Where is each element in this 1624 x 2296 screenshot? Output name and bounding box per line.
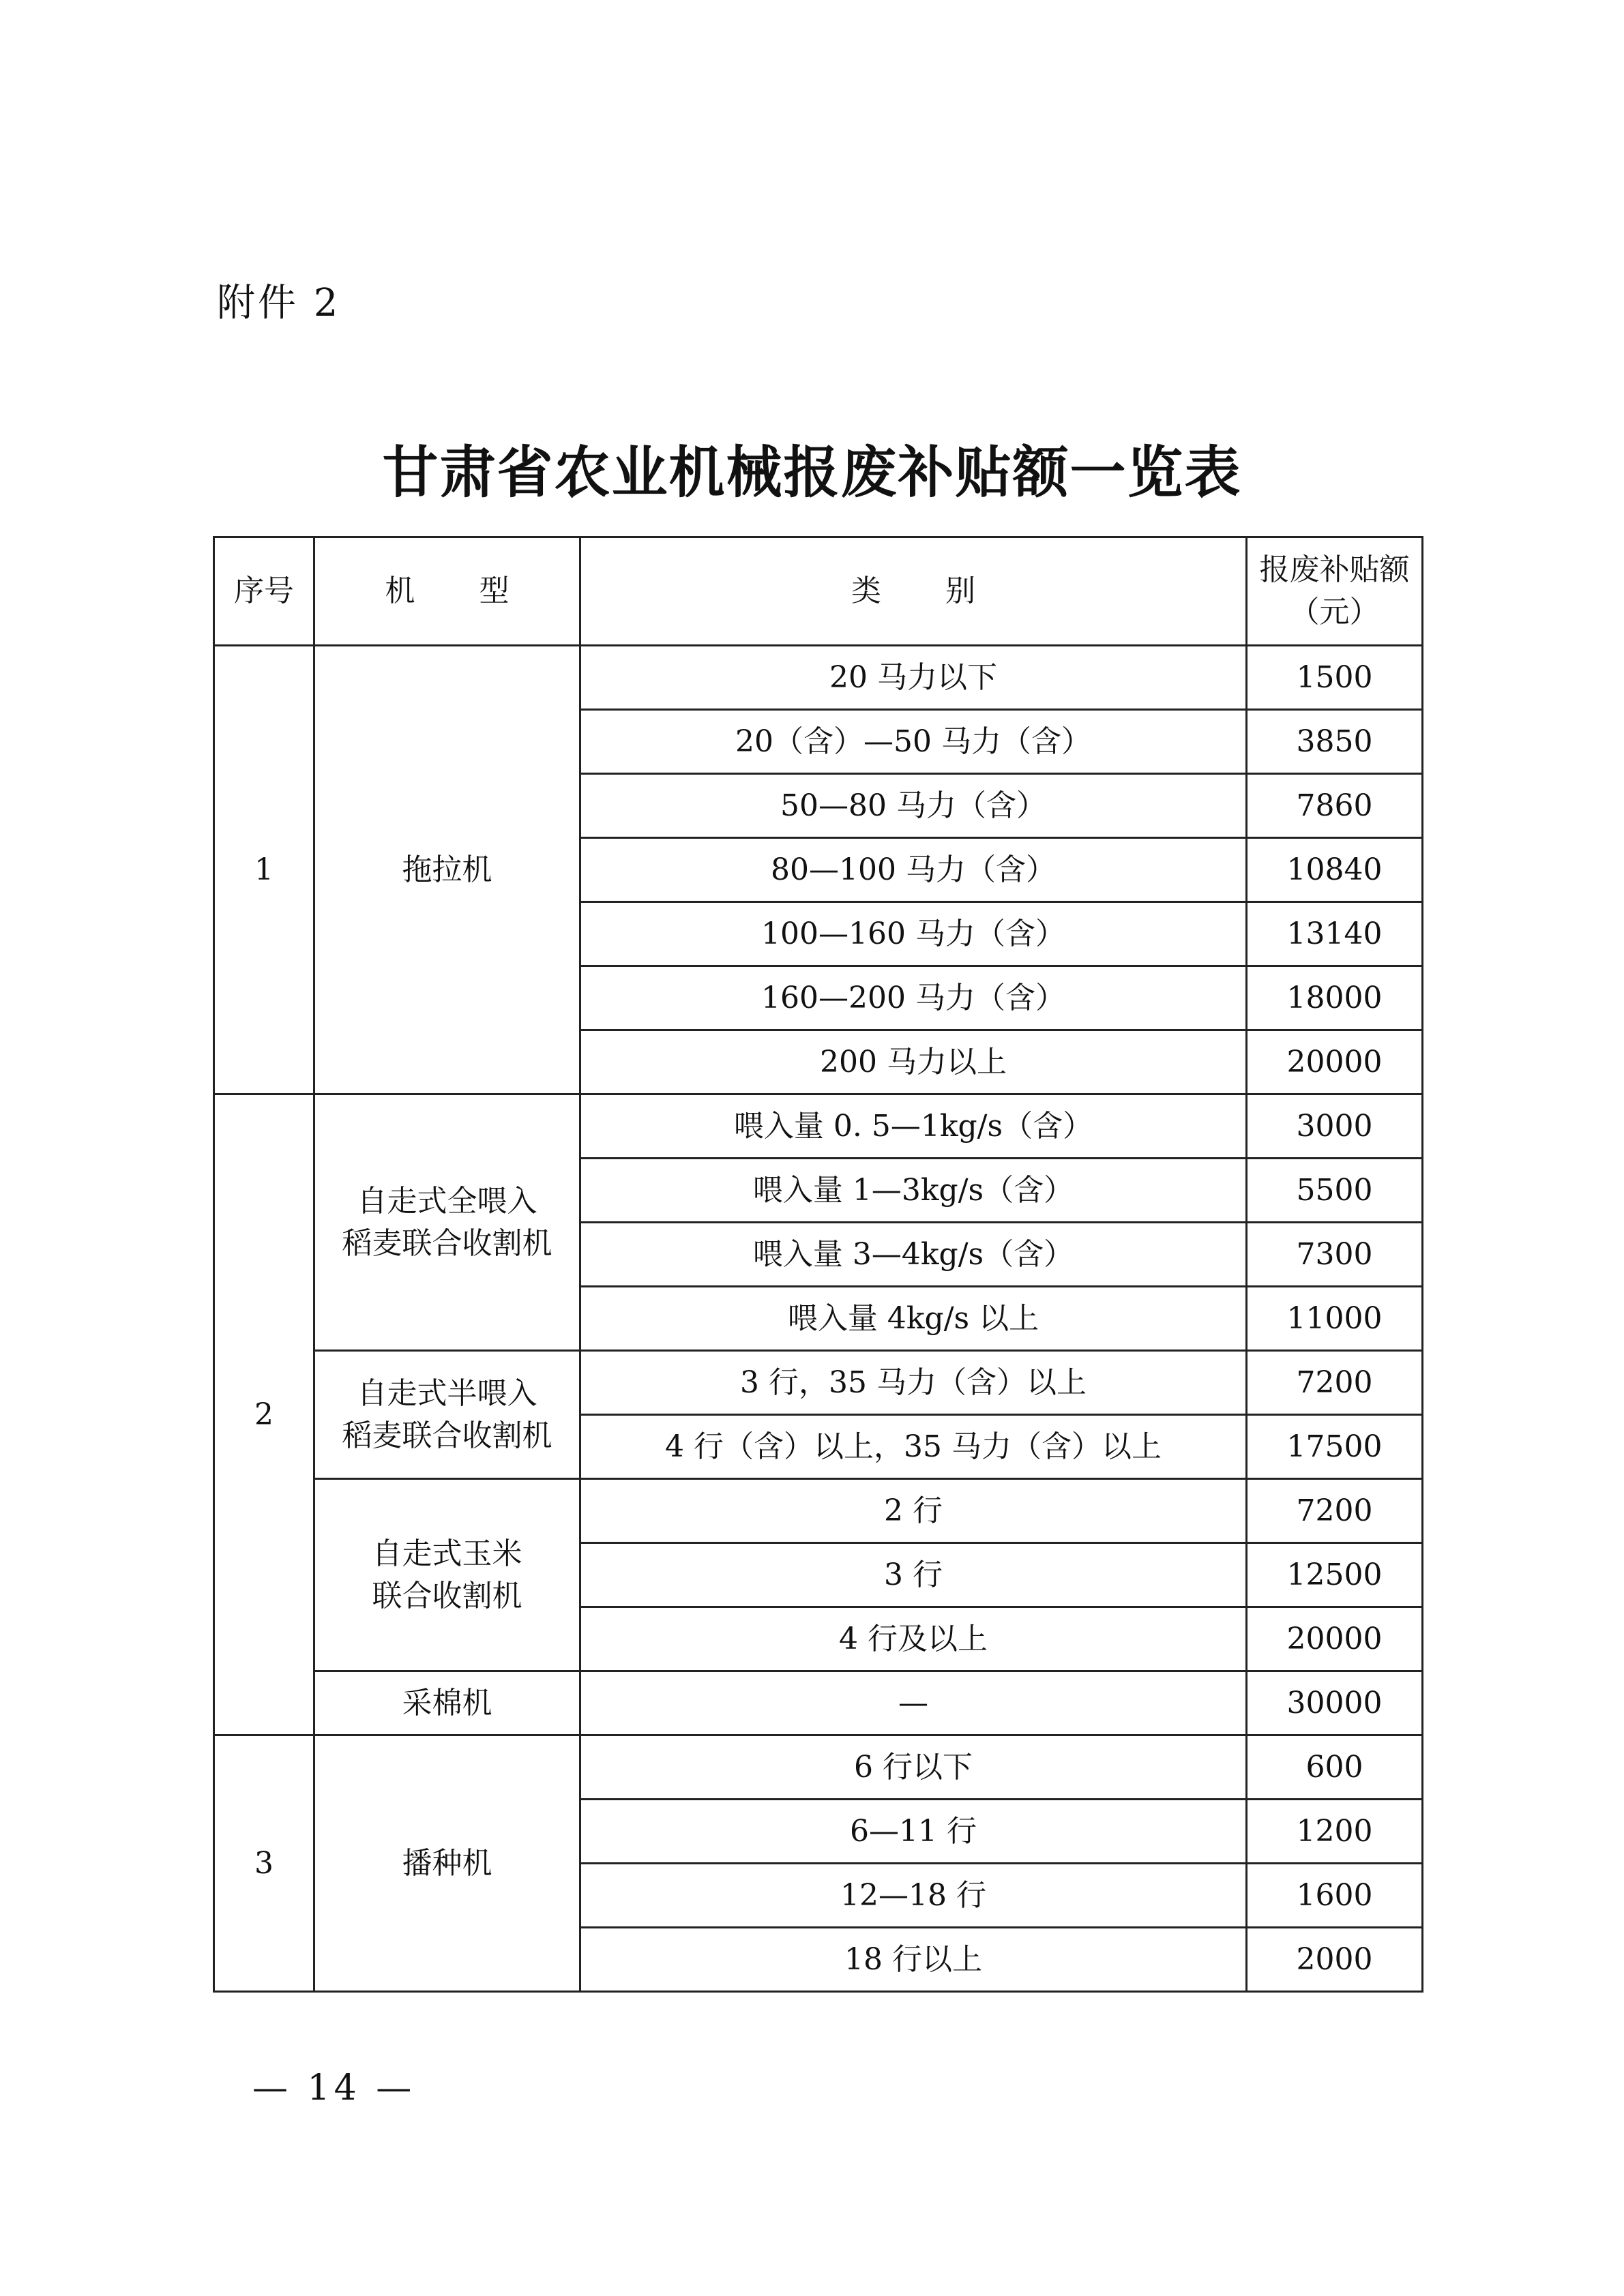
category-cell: 20 马力以下: [580, 646, 1247, 710]
category-cell: 2 行: [580, 1479, 1247, 1543]
category-cell: 20（含）—50 马力（含）: [580, 710, 1247, 774]
amount-cell: 7300: [1247, 1223, 1423, 1287]
table-row: [214, 1479, 1423, 1543]
category-cell: 200 马力以上: [580, 1030, 1247, 1094]
category-cell: 6—11 行: [580, 1800, 1247, 1864]
group-number-cell: 3: [214, 1735, 314, 1992]
category-cell: 4 行及以上: [580, 1607, 1247, 1671]
category-cell: 3 行: [580, 1543, 1247, 1607]
amount-cell: 2000: [1247, 1928, 1423, 1992]
header-no: 序号: [214, 537, 314, 646]
category-cell: —: [580, 1671, 1247, 1735]
machine-type-cell: [314, 1094, 580, 1351]
category-cell: 喂入量 0. 5—1kg/s（含）: [580, 1094, 1247, 1159]
table-header-row: [214, 537, 1423, 646]
amount-cell: 5500: [1247, 1159, 1423, 1223]
amount-cell: 3000: [1247, 1094, 1423, 1159]
amount-cell: 7860: [1247, 774, 1423, 838]
machine-type-cell: 播种机: [314, 1735, 580, 1992]
table-body: [214, 646, 1423, 1992]
header-category: 类 别: [580, 537, 1247, 646]
amount-cell: 1600: [1247, 1864, 1423, 1928]
amount-cell: 12500: [1247, 1543, 1423, 1607]
group-number-cell: 2: [214, 1094, 314, 1735]
machine-type-line: 稻麦联合收割机: [342, 1418, 552, 1453]
document-title: 甘肃省农业机械报废补贴额一览表: [382, 440, 1242, 505]
amount-cell: 17500: [1247, 1415, 1423, 1479]
category-cell: 18 行以上: [580, 1928, 1247, 1992]
machine-type-cell: 拖拉机: [314, 646, 580, 1094]
category-cell: 4 行（含）以上，35 马力（含）以上: [580, 1415, 1247, 1479]
machine-type-cell: 采棉机: [314, 1671, 580, 1735]
category-cell: 160—200 马力（含）: [580, 966, 1247, 1030]
amount-cell: 20000: [1247, 1607, 1423, 1671]
amount-cell: 3850: [1247, 710, 1423, 774]
table-row: [214, 646, 1423, 710]
header-machine: 机 型: [314, 537, 580, 646]
group-number-cell: 1: [214, 646, 314, 1094]
machine-type-cell: [314, 1479, 580, 1671]
machine-type-cell: [314, 1351, 580, 1479]
table-row: [214, 1094, 1423, 1159]
subsidy-table: [213, 536, 1423, 1993]
category-cell: 12—18 行: [580, 1864, 1247, 1928]
amount-cell: 13140: [1247, 902, 1423, 966]
amount-cell: 18000: [1247, 966, 1423, 1030]
page-number: — 14 —: [252, 2068, 416, 2108]
table-row: [214, 1735, 1423, 1800]
machine-type-line: 自走式半喂入: [357, 1375, 537, 1411]
machine-type-line: 稻麦联合收割机: [342, 1225, 552, 1261]
table-row: [214, 1351, 1423, 1415]
category-cell: 100—160 马力（含）: [580, 902, 1247, 966]
header-amount-line2: （元）: [1289, 595, 1380, 629]
amount-cell: 11000: [1247, 1287, 1423, 1351]
category-cell: 80—100 马力（含）: [580, 838, 1247, 902]
amount-cell: 20000: [1247, 1030, 1423, 1094]
category-cell: 喂入量 4kg/s 以上: [580, 1287, 1247, 1351]
amount-cell: 600: [1247, 1735, 1423, 1800]
machine-type-line: 联合收割机: [372, 1578, 522, 1613]
header-amount-line1: 报废补贴额: [1259, 552, 1410, 587]
machine-type-line: 自走式全喂入: [357, 1183, 537, 1219]
amount-cell: 7200: [1247, 1479, 1423, 1543]
table-row: [214, 1671, 1423, 1735]
header-amount: [1247, 537, 1423, 646]
category-cell: 喂入量 1—3kg/s（含）: [580, 1159, 1247, 1223]
amount-cell: 1500: [1247, 646, 1423, 710]
category-cell: 喂入量 3—4kg/s（含）: [580, 1223, 1247, 1287]
amount-cell: 30000: [1247, 1671, 1423, 1735]
amount-cell: 10840: [1247, 838, 1423, 902]
amount-cell: 1200: [1247, 1800, 1423, 1864]
category-cell: 3 行，35 马力（含）以上: [580, 1351, 1247, 1415]
category-cell: 50—80 马力（含）: [580, 774, 1247, 838]
attachment-label: 附件 2: [217, 281, 341, 325]
category-cell: 6 行以下: [580, 1735, 1247, 1800]
amount-cell: 7200: [1247, 1351, 1423, 1415]
machine-type-line: 自走式玉米: [372, 1536, 522, 1571]
